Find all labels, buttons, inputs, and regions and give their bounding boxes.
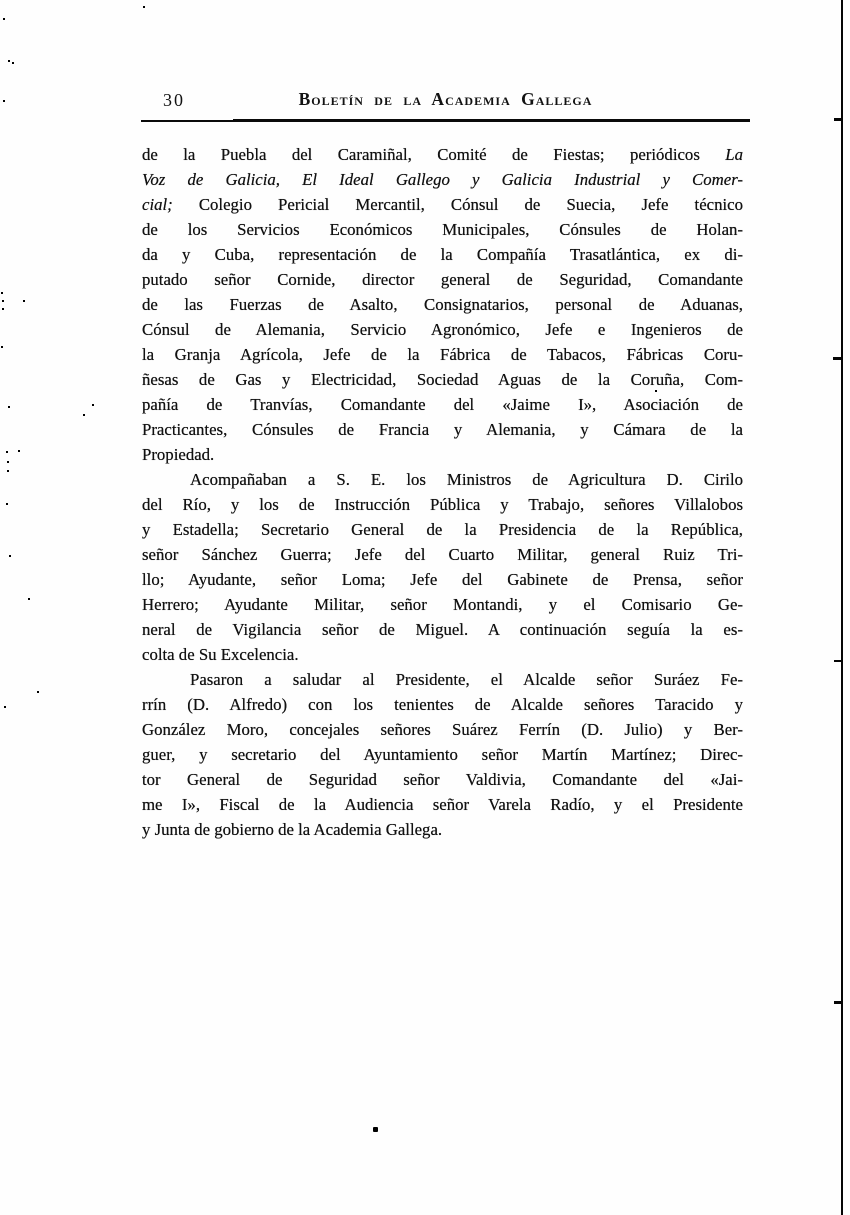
page-edge-mark xyxy=(834,660,842,662)
text-segment: Propiedad. xyxy=(142,445,215,464)
text-line xyxy=(142,542,743,567)
text-line xyxy=(142,217,743,242)
text-segment: Practicantes, Cónsules de Francia y Alemania, y Cámara de la xyxy=(142,420,743,439)
text-line xyxy=(142,667,743,692)
italic-text-segment: Voz de Galicia, El Ideal Gallego y Galicia Industrial y Comer- xyxy=(142,170,743,189)
text-segment: da y Cuba, representación de la Compañía Trasatlántica, ex di- xyxy=(142,245,743,264)
text-line xyxy=(142,767,743,792)
text-line xyxy=(142,717,743,742)
text-segment: Herrero; Ayudante Militar, señor Montandi, y el Comisario Ge- xyxy=(142,595,743,614)
text-line xyxy=(142,192,743,217)
scan-ink-dot xyxy=(373,1127,378,1132)
text-line xyxy=(142,792,743,817)
italic-text-segment: La xyxy=(725,145,743,164)
text-segment: Cónsul de Alemania, Servicio Agronómico, Jefe e Ingenieros de xyxy=(142,320,743,339)
text-line xyxy=(142,517,743,542)
text-line xyxy=(142,467,743,492)
text-line xyxy=(142,442,743,467)
text-line xyxy=(142,817,743,842)
text-line xyxy=(142,167,743,192)
text-line xyxy=(142,742,743,767)
text-line xyxy=(142,417,743,442)
text-segment: Acompañaban a S. E. los Ministros de Agricultura D. Cirilo xyxy=(190,470,743,489)
article-text xyxy=(142,142,743,842)
text-segment: del Río, y los de Instrucción Pública y Trabajo, señores Villalobos xyxy=(142,495,743,514)
text-line xyxy=(142,317,743,342)
text-segment: y Estadella; Secretario General de la Presidencia de la República, xyxy=(142,520,743,539)
text-line xyxy=(142,292,743,317)
text-segment: la Granja Agrícola, Jefe de la Fábrica de Tabacos, Fábricas Coru- xyxy=(142,345,743,364)
text-segment: de los Servicios Económicos Municipales, Cónsules de Holan- xyxy=(142,220,743,239)
text-segment: neral de Vigilancia señor de Miguel. A continuación seguía la es- xyxy=(142,620,743,639)
text-line xyxy=(142,492,743,517)
journal-title: Boletín de la Academia Gallega xyxy=(298,89,593,109)
text-line xyxy=(142,617,743,642)
text-segment: ñesas de Gas y Electricidad, Sociedad Aguas de la Coruña, Com- xyxy=(142,370,743,389)
text-segment: tor General de Seguridad señor Valdivia, Comandante del «Jai- xyxy=(142,770,743,789)
text-line xyxy=(142,242,743,267)
text-segment: señor Sánchez Guerra; Jefe del Cuarto Militar, general Ruiz Tri- xyxy=(142,545,743,564)
page-edge-mark xyxy=(834,1001,842,1004)
text-segment: putado señor Cornide, director general de Seguridad, Comandante xyxy=(142,270,743,289)
text-line xyxy=(142,592,743,617)
text-segment: rrín (D. Alfredo) con los tenientes de Alcalde señores Taracido y xyxy=(142,695,743,714)
header-rule-thick-segment xyxy=(233,119,750,122)
page-number: 30 xyxy=(163,90,185,110)
header-rule xyxy=(141,118,750,123)
text-line xyxy=(142,567,743,592)
italic-text-segment: cial; xyxy=(142,195,173,214)
text-segment: Pasaron a saludar al Presidente, el Alcalde señor Suráez Fe- xyxy=(190,670,743,689)
text-segment: Colegio Pericial Mercantil, Cónsul de Suecia, Jefe técnico xyxy=(172,195,743,214)
header-rule-thin-segment xyxy=(141,120,233,122)
text-segment: de las Fuerzas de Asalto, Consignatarios, personal de Aduanas, xyxy=(142,295,743,314)
text-segment: González Moro, concejales señores Suárez Ferrín (D. Julio) y Ber- xyxy=(142,720,743,739)
text-line xyxy=(142,142,743,167)
text-segment: colta de Su Excelencia. xyxy=(142,645,299,664)
text-line xyxy=(142,392,743,417)
text-line xyxy=(142,692,743,717)
page-edge-binding-line xyxy=(841,0,843,1215)
text-segment: llo; Ayudante, señor Loma; Jefe del Gabinete de Prensa, señor xyxy=(142,570,743,589)
text-segment: me I», Fiscal de la Audiencia señor Varela Radío, y el Presidente xyxy=(142,795,743,814)
text-line xyxy=(142,367,743,392)
text-line xyxy=(142,267,743,292)
text-segment: y Junta de gobierno de la Academia Gallega. xyxy=(142,820,443,839)
text-segment: guer, y secretario del Ayuntamiento señor Martín Martínez; Direc- xyxy=(142,745,743,764)
text-line xyxy=(142,342,743,367)
scan-noise-specks xyxy=(0,0,2,2)
text-segment: pañía de Tranvías, Comandante del «Jaime I», Asociación de xyxy=(142,395,743,414)
text-line xyxy=(142,642,743,667)
text-segment: de la Puebla del Caramiñal, Comité de Fiestas; periódicos xyxy=(142,145,726,164)
